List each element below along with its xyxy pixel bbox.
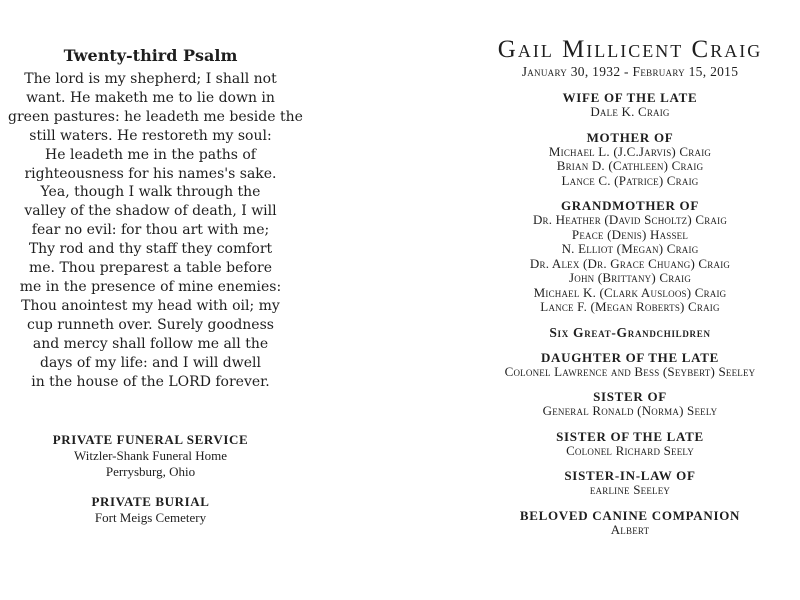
- survivor-section: [470, 429, 790, 459]
- survivor-name: Lance F. (Megan Roberts) Craig: [540, 299, 720, 314]
- survivor-section: [470, 350, 790, 380]
- survivor-name: Dr. Alex (Dr. Grace Chuang) Craig: [529, 255, 731, 271]
- psalm-line: and mercy shall follow me all the: [32, 335, 269, 352]
- survivor-name: N. Elliot (Megan) Craig: [561, 241, 699, 256]
- survivor-section: [470, 325, 790, 340]
- psalm-text: [8, 70, 303, 391]
- left-panel: [8, 46, 303, 525]
- survivor-name: John (Brittany) Craig: [568, 270, 692, 285]
- section-heading: SISTER OF THE LATE: [556, 428, 704, 444]
- survivor-section: [470, 389, 790, 419]
- right-panel: [470, 36, 790, 547]
- psalm-line: righteousness for his names's sake.: [24, 165, 277, 182]
- section-heading: Six Great-Grandchildren: [549, 324, 711, 340]
- deceased-name: Gail Millicent Craig: [497, 36, 763, 63]
- section-heading: SISTER OF: [593, 389, 667, 404]
- psalm-line: The lord is my shepherd; I shall not: [24, 71, 277, 87]
- section-heading: SISTER-IN-LAW OF: [564, 468, 696, 483]
- survivor-name: Colonel Richard Seely: [566, 442, 694, 458]
- survivor-name: Peace (Denis) Hassel: [571, 226, 689, 242]
- section-heading: WIFE OF THE LATE: [562, 90, 698, 105]
- survivor-name: Albert: [610, 521, 650, 537]
- survivor-section: [470, 130, 790, 189]
- psalm-line: Thou anointest my head with oil; my: [21, 297, 280, 314]
- funeral-service-heading: PRIVATE FUNERAL SERVICE: [52, 432, 249, 447]
- psalm-line: cup runneth over. Surely goodness: [27, 316, 274, 333]
- survivor-section: [470, 468, 790, 498]
- survivor-section: [470, 90, 790, 120]
- survivor-name: Dale K. Craig: [590, 104, 670, 119]
- psalm-line: green pastures: he leadeth me beside the: [8, 108, 303, 125]
- section-heading: GRANDMOTHER OF: [561, 198, 699, 213]
- burial-block: [8, 494, 293, 526]
- survivor-name: Brian D. (Cathleen) Craig: [556, 158, 704, 173]
- psalm-title: Twenty-third Psalm: [63, 46, 238, 65]
- section-heading: DAUGHTER OF THE LATE: [540, 349, 720, 365]
- survivor-section: [470, 198, 790, 315]
- funeral-service-block: [8, 432, 293, 480]
- funeral-location: Perrysburg, Ohio: [105, 464, 196, 479]
- psalm-line: want. He maketh me to lie down in: [26, 89, 275, 106]
- psalm-line: days of my life: and I will dwell: [40, 354, 261, 371]
- survivor-name: earline Seeley: [589, 482, 671, 497]
- psalm-line: Thy rod and thy staff they comfort: [28, 241, 273, 258]
- burial-heading: PRIVATE BURIAL: [91, 494, 210, 509]
- psalm-line: still waters. He restoreth my soul:: [29, 127, 272, 144]
- survivor-name: Michael L. (J.C.Jarvis) Craig: [548, 143, 712, 159]
- psalm-line: fear no evil: for thou art with me;: [31, 222, 270, 239]
- survivor-name: Lance C. (Patrice) Craig: [561, 172, 699, 188]
- survivor-name: Dr. Heather (David Scholtz) Craig: [532, 212, 728, 227]
- psalm-line: He leadeth me in the paths of: [45, 146, 256, 163]
- life-dates: January 30, 1932 - February 15, 2015: [521, 64, 739, 79]
- survivor-section: [470, 508, 790, 538]
- section-heading: BELOVED CANINE COMPANION: [519, 507, 741, 523]
- psalm-line: valley of the shadow of death, I will: [24, 203, 277, 220]
- psalm-line: in the house of the LORD forever.: [31, 373, 270, 390]
- psalm-line: Yea, though I walk through the: [40, 184, 261, 201]
- funeral-home: Witzler-Shank Funeral Home: [73, 448, 227, 463]
- psalm-line: me in the presence of mine enemies:: [19, 278, 282, 295]
- burial-cemetery: Fort Meigs Cemetery: [94, 510, 207, 525]
- section-heading: MOTHER OF: [586, 129, 674, 145]
- psalm-line: me. Thou preparest a table before: [29, 260, 272, 277]
- survivor-name: General Ronald (Norma) Seely: [542, 403, 718, 418]
- survivor-name: Colonel Lawrence and Bess (Seybert) Seeley: [504, 363, 756, 379]
- survivor-name: Michael K. (Clark Ausloos) Craig: [533, 284, 727, 300]
